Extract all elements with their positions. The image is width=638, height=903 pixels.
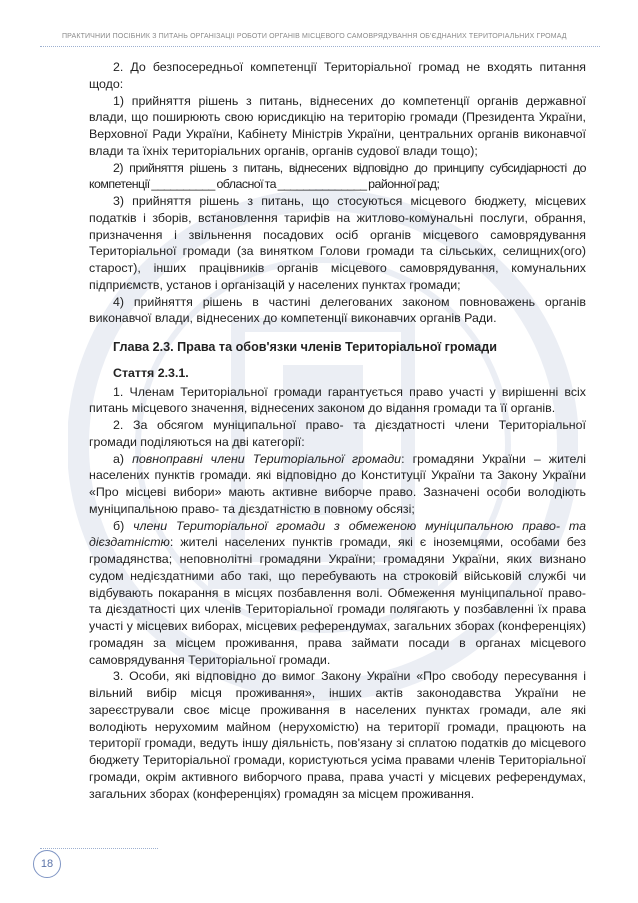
paragraph: 2. До безпосередньої компетенції Територіальної громад не входять питання щодо: — [89, 60, 586, 91]
paragraph: 2. За обсягом муніципальної право- та дієздатності члени Територіальної громади поділяються на дві категорії: — [89, 418, 586, 449]
category-term: повноправні члени Територіальної громади — [132, 451, 402, 466]
list-marker: б) — [113, 518, 134, 533]
paragraph: 4) прийняття рішень в частині делегованих законом повноважень органів виконавчої влади, віднесених до компетенції виконавчих органів Ради. — [89, 294, 586, 326]
article-title: Стаття 2.3.1. — [113, 365, 189, 380]
paragraph: 3) прийняття рішень з питань, що стосуються місцевого бюджету, місцевих податків і зборів, встановлення тарифів на житлово-комунальні послуги, обрання, призначення і звільнення посадових осіб органів місцевого самоврядування Територіальної громади (за винятком Голови громади та сільських, селищних(ого) старост), інших працівників органів місцевого самоврядування, комунальних підприємств, установ і організацій у населених пунктах громади; — [89, 194, 586, 292]
header-divider — [40, 46, 600, 47]
paragraph: 1) прийняття рішень з питань, віднесених до компетенції органів державної влади, що поширюють свою юрисдикцію на територію громади (Президента України, Верховної Ради України, Кабінету Міністрів України, центральних органів виконавчої влади та їхніх територіальних органів, органів судової влади тощо); — [89, 93, 586, 158]
category-description: : громадяни України – жителі населених пунктів громади. які відповідно до Конституції України та Закону України «Про місцеві вибори» мають активне виборче право. Зазначені особи володіють муніципальною право- та дієздатністю в повному обсязі; — [89, 451, 586, 516]
list-marker: а) — [113, 451, 133, 466]
paragraph: 2) прийняття рішень з питань, віднесених відповідно до принципу субсидіарності до компетенції __________ обласної та ______________ районної рад; — [89, 160, 586, 192]
paragraph — [89, 518, 586, 669]
running-header: ПРАКТИЧНИЙ ПОСІБНИК З ПИТАНЬ ОРГАНІЗАЦІЇ РОБОТИ ОРГАНІВ МІСЦЕВОГО САМОВРЯДУВАННЯ ОБ'ЄДНАНИХ ТЕРИТОРІАЛЬНИХ ГРОМАД — [62, 33, 567, 40]
category-term: члени Територіальної громади з обмеженою муніципальною право- та дієздатністю — [89, 518, 586, 550]
paragraph — [89, 451, 586, 518]
page-number-badge: 18 — [33, 850, 61, 878]
footer-divider — [40, 848, 158, 849]
category-description: : жителі населених пунктів громади, які є іноземцями, особами без громадянства; неповнолітні громадяни України; громадяни України, яких визнано судом недієздатними або такі, що перебувають на строковій військовій службі чи відбувають покарання в місцях позбавлення волі. Обмеження муніципальної право- та дієздатності цих членів Територіальної громади полягають у позбавленні їх права участі у місцевих виборах, місцевих референдумах, загальних зборах (конференціях) громадян за місцем проживання, права займати посади в органах місцевого самоврядування Територіальної громади. — [89, 535, 586, 667]
chapter-heading: Глава 2.3. Права та обов'язки членів Територіальної громади — [113, 340, 497, 354]
document-body — [89, 59, 586, 802]
paragraph: 1. Членам Територіальної громади гарантується право участі у вирішенні всіх питань місцевого значення, віднесених законом до відання громади та її органів. — [89, 384, 586, 416]
paragraph: 3. Особи, які відповідно до вимог Закону України «Про свободу пересування і вільний вибір місця проживання», інших актів законодавства України не зареєстрували своє місце проживання в населених пунктах громади, але які володіють нерухомим майном (нерухомістю) на території громади, працюють на території громади, ведуть іншу діяльність, пов'язану зі сплатою податків до місцевого бюджету Територіальної громади, користуються усіма правами членів Територіальної громади, окрім активного виборчого права, права участі у місцевих референдумах, загальних зборах (конференціях) громадян за місцем проживання. — [89, 669, 586, 801]
